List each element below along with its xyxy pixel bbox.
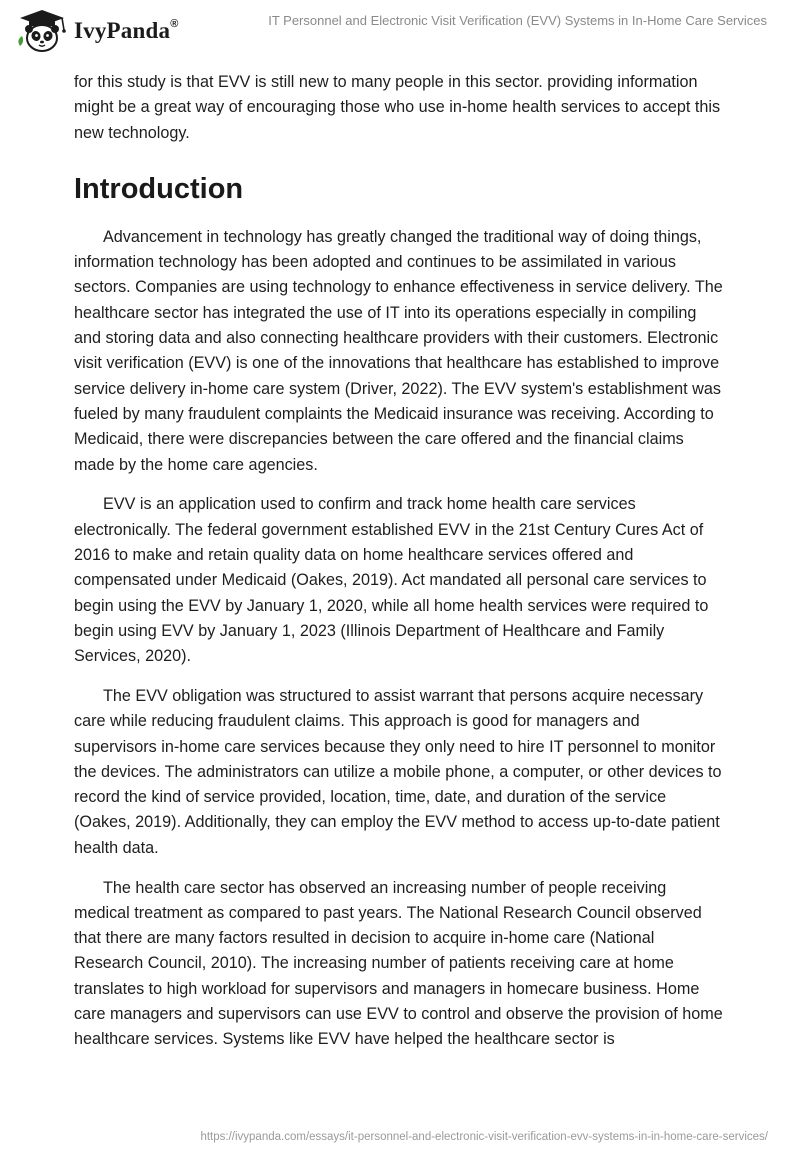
logo-wordmark: IvyPanda® bbox=[74, 18, 179, 43]
source-url[interactable]: https://ivypanda.com/essays/it-personnel-and-electronic-visit-verification-evv-systems-in-in-home-care-services/ bbox=[200, 1131, 768, 1143]
intro-continuation-paragraph: for this study is that EVV is still new to many people in this sector. providing information might be a great way of encouraging those who use in-home health services to accept this new technology. bbox=[74, 73, 721, 142]
panda-graduate-icon bbox=[14, 8, 70, 54]
section-heading: Introduction bbox=[74, 172, 244, 205]
body-paragraph: EVV is an application used to confirm and track home health care services electronically. The federal government established EVV in the 21st Century Cures Act of 2016 to make and retain quality data on home healthcare services offered and compensated under Medicaid (Oakes, 2019). Act mandated all personal care services to begin using the EVV by January 1, 2020, while all home health services were required to begin using EVV by January 1, 2023 (Illinois Department of Healthcare and Family Services, 2020). bbox=[74, 495, 709, 666]
body-paragraph: Advancement in technology has greatly changed the traditional way of doing things, information technology has been adopted and continues to be assimilated in various sectors. Companies are using technology to enhance effectiveness in service delivery. The healthcare sector has integrated the use of IT into its operations especially in compiling and storing data and also connecting healthcare providers with their customers. Electronic visit verification (EVV) is one of the innovations that healthcare has established to improve service delivery in-home care system (Driver, 2022). The EVV system's establishment was fueled by many fraudulent complaints the Medicaid insurance was receiving. According to Medicaid, there were discrepancies between the care offered and the financial claims made by the home care agencies. bbox=[74, 227, 723, 474]
body-paragraph: The EVV obligation was structured to assist warrant that persons acquire necessary care while reducing fraudulent claims. This approach is good for managers and supervisors in-home care services because they only need to hire IT personnel to monitor the devices. The administrators can utilize a mobile phone, a computer, or other devices to record the kind of service provided, location, time, date, and duration of the service (Oakes, 2019). Additionally, they can employ the EVV method to access up-to-date patient health data. bbox=[74, 686, 722, 857]
ivypanda-logo[interactable] bbox=[14, 8, 179, 54]
document-body bbox=[74, 70, 726, 1053]
body-paragraph: The health care sector has observed an increasing number of people receiving medical treatment as compared to past years. The National Research Council observed that there are many factors resulted in decision to acquire in-home care (National Research Council, 2010). The increasing number of patients receiving care at home translates to high workload for supervisors and managers in homecare business. Home care managers and supervisors can use EVV to control and observe the provision of home healthcare services. Systems like EVV have helped the healthcare sector is bbox=[74, 878, 723, 1049]
document-title: IT Personnel and Electronic Visit Verification (EVV) Systems in In-Home Care Services bbox=[268, 13, 767, 28]
page-header bbox=[0, 0, 800, 64]
